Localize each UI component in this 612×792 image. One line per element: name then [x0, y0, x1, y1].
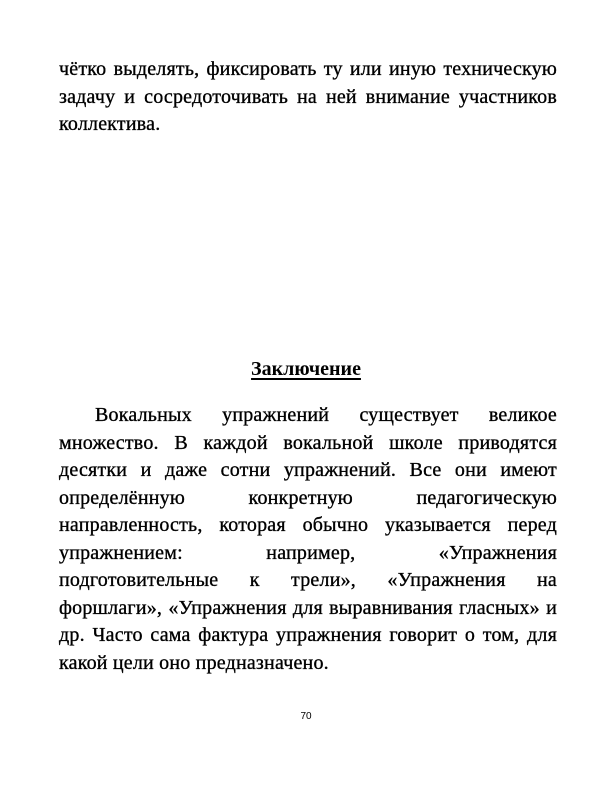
section-heading: Заключение: [251, 358, 361, 380]
page-number: 70: [300, 711, 312, 722]
conclusion-paragraph: Вокальных упражнений существует великое множество. В каждой вокальной школе приводятся десятки и даже сотни упражнений. Все они имеют определённую конкретную педагогическую направленность, которая обычно указывается перед упражнением: например, «Упражнения подготовительные к трели», «Упражнения на форшлаги», «Упражнения для выравнивания гласных» и др. Часто сама фактура упражнения говорит о том, для какой цели оно предназначено.: [59, 404, 557, 674]
continuation-paragraph: чётко выделять, фиксировать ту или иную техническую задачу и сосредоточивать на ней внимание участников коллектива.: [59, 58, 557, 135]
